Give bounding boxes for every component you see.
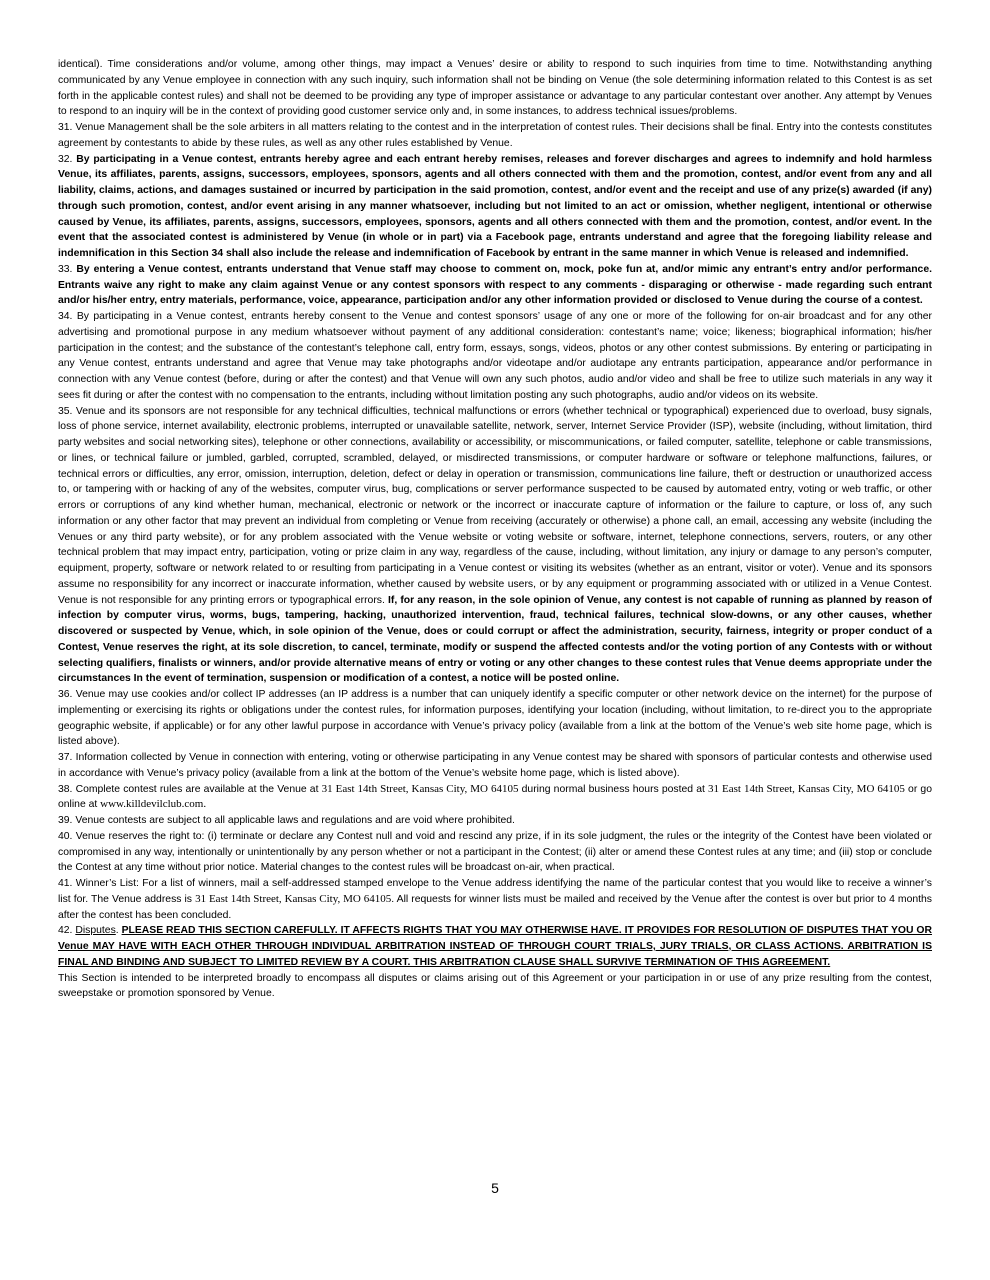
paragraph-32 bbox=[58, 152, 932, 262]
paragraph-41-text-c: . All requests for winner lists must be mailed and received by the Venue after the contest is over but prior to 4 months after the contest has been concluded. bbox=[58, 893, 932, 921]
paragraph-40: 40. Venue reserves the right to: (i) terminate or declare any Contest null and void and rescind any prize, if in its sole judgment, the rules or the integrity of the Contest have been violated or compromised in any way, intentionally or unintentionally by any person whether or not a participant in the Contest; (ii) alter or amend these Contest rules at any time; and (iii) stop or conclude the Contest at any time without prior notice. Material changes to the contest rules will be broadcast on-air, when practical. bbox=[58, 830, 932, 874]
paragraph-39: 39. Venue contests are subject to all applicable laws and regulations and are void where prohibited. bbox=[58, 815, 515, 826]
website-link[interactable]: www.killdevilclub.com bbox=[100, 798, 204, 811]
paragraph-36: 36. Venue may use cookies and/or collect IP addresses (an IP address is a number that can uniquely identify a specific computer or other network device on the internet) for the purpose of implementing or exercising its rights or obligations under the contest rules, for information purposes, identifying your location (including, without limitation, to re-direct you to the appropriate geographic website, if applicable) or for any other lawful purpose in accordance with Venue’s privacy policy (available from a link at the bottom of the Venue’s web site home page, which is listed above). bbox=[58, 689, 932, 748]
page-number: 5 bbox=[491, 1180, 499, 1196]
paragraph-42-number: 42. bbox=[58, 925, 76, 937]
paragraph-32-number: 32. bbox=[58, 153, 77, 165]
disputes-heading: Disputes bbox=[75, 925, 116, 937]
paragraph-42-body: This Section is intended to be interpreted broadly to encompass all disputes or claims arising out of this Agreement or your participation in or use of any prize resulting from the contest, sweepstake or promotion sponsored by Venue. bbox=[58, 972, 932, 1000]
paragraph-38-end: . bbox=[203, 798, 207, 811]
paragraph-42-separator: . bbox=[115, 925, 122, 937]
paragraph-33-number: 33. bbox=[58, 263, 77, 275]
venue-address-2: 31 East 14th Street, Kansas City, MO 64105 bbox=[708, 782, 905, 795]
paragraph-31: 31. Venue Management shall be the sole arbiters in all matters relating to the contest and in the interpretation of contest rules. Their decisions shall be final. Entry into the contests constitutes agreement by contestants to abide by these rules, as well as any other rules established by Venue. bbox=[58, 122, 932, 149]
paragraph-35 bbox=[58, 404, 932, 688]
paragraph-33-text: By entering a Venue contest, entrants understand that Venue staff may choose to comment on, mock, poke fun at, and/or mimic any entrant’s entry and/or performance. Entrants waive any right to make any claim against Venue or any contest sponsors with respect to any comments - disparaging or otherwise - made regarding such entrant and/or his/her entry, entry materials, performance, voice, appearance, participation and/or any other information provided or disclosed to Venue during the course of a contest. bbox=[58, 263, 932, 307]
venue-address-3: 31 East 14th Street, Kansas City, MO 64105 bbox=[195, 892, 392, 905]
paragraph-41 bbox=[58, 876, 932, 923]
paragraph-34: 34. By participating in a Venue contest, entrants hereby consent to the Venue and contest sponsors’ usage of any one or more of the following for on-air broadcast and for any other advertising and promotional purpose in any medium whatsoever without payment of any additional consideration: contestant’s name; voice; likeness; biographical information; his/her participation in the contest; and the substance of the contestant’s telephone call, entry form, essays, songs, videos, photos or any other contest submissions. By entering or participating in any Venue contest, entrants understand and agree that Venue may take photographs and/or videotape and/or audiotape any entrants participation, appearance and/or performance in connection with any Venue contest (before, during or after the contest) and that Venue will own any such photos, audio and/or video and shall be free to utilize such materials in any way it sees fit during or after the contest with no compensation to the entrants, including without limitation posting any such photographs, audio and/or videos on its website. bbox=[58, 311, 932, 401]
arbitration-notice: PLEASE READ THIS SECTION CAREFULLY. IT AFFECTS RIGHTS THAT YOU MAY OTHERWISE HAVE. IT PROVIDES FOR RESOLUTION OF DISPUTES THAT YOU OR Venue MAY HAVE WITH EACH OTHER THROUGH INDIVIDUAL ARBITRATION INSTEAD OF THROUGH COURT TRIALS, JURY TRIALS, OR CLASS ACTIONS. ARBITRATION IS FINAL AND BINDING AND SUBJECT TO LIMITED REVIEW BY A COURT. THIS ARBITRATION CLAUSE SHALL SURVIVE TERMINATION OF THIS AGREEMENT. bbox=[58, 925, 932, 968]
paragraph-30-continued: identical). Time considerations and/or volume, among other things, may impact a Venues’ desire or ability to respond to such inquiries from time to time. Notwithstanding anything communicated by any Venue employee in connection with any such inquiry, such information shall not be binding on Venue (the sole determining information related to this Contest is as set forth in the applicable contest rules) and shall not be deemed to be providing any type of improper assistance or advantage to any particular contestant over another. Any attempt by Venues to respond to an inquiry will be in the context of providing good customer service only and, in some instances, to address technical issues/problems. bbox=[58, 59, 932, 118]
paragraph-38-text-c: during normal business hours posted at bbox=[518, 783, 708, 795]
paragraph-41-text-a: 41. Winner’s List: For a list of winners, mail a self-addressed stamped envelope to the Venue address identifying the name of the particular contest that you would like to receive a winner’s list for. The Venue address is bbox=[58, 878, 932, 905]
paragraph-35-text: 35. Venue and its sponsors are not responsible for any technical difficulties, technical malfunctions or errors (whether technical or typographical) experienced due to overload, busy signals, loss of phone service, internet availability, electronic problems, interrupted or unavailable satellite, network, server, Internet Service Provider (ISP), website (including, without limitation, third party websites and social networking sites), telephone or other connections, availability or accessibility, or miscommunications, or failed computer, satellite, telephone or cable transmissions, or lines, or technical failure or jumbled, garbled, corrupted, scrambled, delayed, or misdirected transmissions, or computer hardware or software or telephone malfunctions, failures, or technical errors or difficulties, any error, omission, interruption, deletion, defect or delay in operation or transmission, communications line failure, theft or destruction or unauthorized access to, or tampering with or hacking of any of the websites, computer virus, bug, complications or server performance suspected to be caused by automated entry, voting or web traffic, or other errors or corruptions of any kind whether human, mechanical, electronic or network or the incorrect or inaccurate capture of information or the failure to capture, or loss of, any such information or any other factor that may prevent an individual from completing or Venue from receiving (accurately or otherwise) a phone call, an email, accessing any website (including the Venues or any third party website), or for any problem associated with the Venue website or voting website or software, internet, telephone connections, servers, routers, or any other technical problem that may impact entry, participation, voting or prize claim in any way, regardless of the cause, including, without limitation, any injury or damage to any person’s computer, equipment, property, software or network related to or resulting from participating in a Venue contest or visiting its websites (whether as an entrant, visitor or voter). Venue and its sponsors assume no responsibility for any incorrect or inaccurate information, whether caused by website users, or by any equipment or programming associated with or utilized in a Venue Contest. Venue is not responsible for any printing errors or typographical errors. bbox=[58, 405, 932, 606]
document-page bbox=[58, 57, 932, 1002]
venue-address: 31 East 14th Street, Kansas City, MO 64105 bbox=[321, 782, 519, 795]
paragraph-32-text: By participating in a Venue contest, entrants hereby agree and each entrant hereby remises, releases and forever discharges and agrees to indemnify and hold harmless Venue, its affiliates, parents, assigns, successors, employees, sponsors, agents and all others connected with them and the promotion, contest, and/or event from any and all liability, claims, actions, and damages sustained or incurred by participation in the said promotion, contest, and/or event and the receipt and use of any prize(s) awarded (if any) through such promotion, contest, and/or event arising in any manner whatsoever, including but not limited to an act or omission, whether negligent, intentional or otherwise caused by Venue, its affiliates, parents, assigns, successors, employees, sponsors, agents and all others connected with them and the promotion, contest, and/or event. In the event that the associated contest is administered by Venue (in whole or in part) via a Facebook page, entrants understand and agree that the foregoing liability release and indemnification in this Section 34 shall also include the release and indemnification of Facebook by entrant in the same manner in which Venue is released and indemnified. bbox=[58, 153, 932, 259]
paragraph-38-text-e: or go online at bbox=[58, 783, 932, 811]
paragraph-42 bbox=[58, 923, 932, 970]
paragraph-33 bbox=[58, 262, 932, 309]
paragraph-38 bbox=[58, 782, 932, 814]
paragraph-37: 37. Information collected by Venue in connection with entering, voting or otherwise participating in any Venue contest may be shared with sponsors of particular contests and otherwise used in accordance with Venue’s privacy policy (available from a link at the bottom of the Venue’s website home page, which is listed above). bbox=[58, 752, 932, 779]
paragraph-35-bold-text: If, for any reason, in the sole opinion of Venue, any contest is not capable of running as planned by reason of infection by computer virus, worms, bugs, tampering, hacking, unauthorized intervention, fraud, technical failures, technical slow-downs, or any other causes, whether discovered or suspected by Venue, which, in sole opinion of the Venue, does or could corrupt or affect the administration, security, fairness, integrity or proper conduct of a Contest, Venue reserves the right, at its sole discretion, to cancel, terminate, modify or suspend the affected contests and/or the voting portion of any Contests with or without selecting qualifiers, finalists or winners, and/or provide alternative means of entry or voting or any other changes to these contest rules that Venue deems appropriate under the circumstances In the event of termination, suspension or modification of a contest, a notice will be posted online. bbox=[58, 594, 932, 685]
paragraph-38-text-a: 38. Complete contest rules are available at the Venue at bbox=[58, 783, 322, 795]
